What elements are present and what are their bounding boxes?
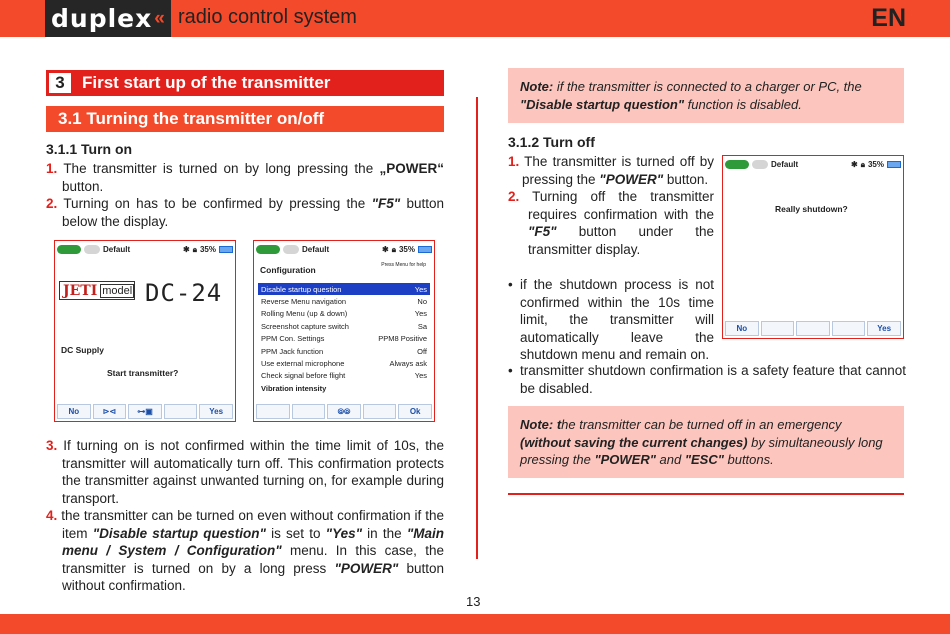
step-text: button below the display. xyxy=(62,196,444,229)
step-bold: "Disable startup question" xyxy=(92,525,266,541)
status-bar xyxy=(256,243,432,256)
section-number: 3 xyxy=(49,73,71,93)
servo-icon[interactable]: ⊶▣ xyxy=(128,404,162,419)
row-value: Yes xyxy=(414,371,427,381)
row-value: No xyxy=(417,297,427,307)
footer-bar xyxy=(0,614,950,634)
bullet-dot: • xyxy=(508,363,513,378)
status-bar xyxy=(725,158,901,171)
duplex-logo xyxy=(45,0,171,37)
step-bold: "Yes" xyxy=(325,525,362,541)
note-emergency xyxy=(508,406,904,478)
status-bar xyxy=(57,243,233,256)
logo-text: duplex xyxy=(51,4,153,33)
page-number: 13 xyxy=(466,594,481,609)
row-label: Screenshot capture switch xyxy=(261,321,349,331)
note-text: he transmitter can be turned off in an emergency xyxy=(561,417,842,432)
turn-off-step-2 xyxy=(508,188,714,258)
model-name: Default xyxy=(771,160,799,169)
trim-icon[interactable]: ⊳⊲ xyxy=(93,404,127,419)
empty-softkey[interactable] xyxy=(761,321,795,336)
lock-icon: 🔒︎ xyxy=(860,159,865,169)
turn-off-heading: 3.1.2 Turn off xyxy=(508,134,595,150)
note-bold: (without saving the current changes) xyxy=(520,434,748,450)
config-section-label: Vibration intensity xyxy=(261,383,327,393)
bullet-dot: • xyxy=(508,277,513,292)
row-value: Off xyxy=(417,346,427,356)
yes-softkey[interactable]: Yes xyxy=(867,321,901,336)
shutdown-question: Really shutdown? xyxy=(775,204,848,214)
empty-softkey[interactable] xyxy=(363,404,397,419)
row-label: PPM Jack function xyxy=(261,346,324,356)
header-subtitle: radio control system xyxy=(178,6,357,28)
model-name: Default xyxy=(103,245,131,254)
turn-on-step-2 xyxy=(46,195,444,230)
language-code: EN xyxy=(871,4,906,32)
startup-screen xyxy=(54,240,236,422)
note-text: function is disabled. xyxy=(684,96,802,112)
config-row[interactable] xyxy=(258,333,430,345)
configuration-screen xyxy=(253,240,435,422)
config-title: Configuration xyxy=(260,265,316,275)
section-title: First start up of the transmitter xyxy=(82,73,331,92)
note-text: and xyxy=(655,452,685,467)
step-bold: "POWER" xyxy=(599,171,664,187)
logo-chevron-icon: « xyxy=(154,8,165,29)
config-list xyxy=(258,283,430,395)
turn-off-bullet-2 xyxy=(508,362,906,397)
ok-softkey[interactable]: Ok xyxy=(398,404,432,419)
row-label: Rolling Menu (up & down) xyxy=(261,309,348,319)
note-text: by simultaneously long pressing the xyxy=(520,434,883,467)
turn-on-step-1 xyxy=(46,160,444,195)
row-label: Reverse Menu navigation xyxy=(261,297,347,307)
empty-softkey[interactable] xyxy=(796,321,830,336)
step-text: The transmitter is turned on by long pressing the xyxy=(63,161,380,176)
note-text: buttons. xyxy=(723,452,774,467)
config-row[interactable] xyxy=(258,370,430,382)
row-value: PPM8 Positive xyxy=(378,334,427,344)
step-text: Turning on has to be confirmed by pressing the xyxy=(63,196,372,211)
step-text: is set to xyxy=(265,525,326,541)
turn-on-step-3 xyxy=(46,437,444,507)
signal-icon xyxy=(57,245,81,254)
step-number: 4. xyxy=(46,508,58,523)
step-text: The transmitter is turned off by pressing the xyxy=(522,154,714,187)
vibration-icon[interactable]: ⦾⦾ xyxy=(327,404,361,419)
config-row[interactable] xyxy=(258,295,430,307)
note-bold: "ESC" xyxy=(684,452,724,467)
bluetooth-icon: ✱ xyxy=(851,160,858,169)
yes-softkey[interactable]: Yes xyxy=(199,404,233,419)
battery-icon xyxy=(219,246,233,253)
lock-icon: 🔒︎ xyxy=(391,244,396,254)
section-header xyxy=(46,70,444,96)
subsection-header: 3.1 Turning the transmitter on/off xyxy=(46,106,444,132)
no-softkey[interactable]: No xyxy=(725,321,759,336)
empty-softkey[interactable] xyxy=(292,404,326,419)
config-row[interactable] xyxy=(258,320,430,332)
battery-icon xyxy=(887,161,901,168)
help-hint: Press Menu for help xyxy=(381,262,426,268)
signal-icon xyxy=(256,245,280,254)
telemetry-icon xyxy=(84,245,100,254)
note-charger xyxy=(508,68,904,123)
device-name: DC-24 xyxy=(145,279,223,307)
step-text: in the xyxy=(362,525,407,541)
empty-softkey[interactable] xyxy=(832,321,866,336)
config-row[interactable] xyxy=(258,345,430,357)
row-value: Yes xyxy=(414,309,427,319)
step-number: 1. xyxy=(46,161,58,176)
step-number: 3. xyxy=(46,438,58,453)
note-label: Note: xyxy=(520,79,554,94)
step-text: button. xyxy=(62,178,104,194)
softkey-bar xyxy=(725,321,901,336)
step-number: 2. xyxy=(46,196,58,211)
turn-on-step-4 xyxy=(46,507,444,595)
note-label: Note: t xyxy=(520,417,562,432)
column-divider xyxy=(476,97,478,559)
row-value: Sa xyxy=(417,321,427,331)
telemetry-icon xyxy=(752,160,768,169)
battery-percent: 35% xyxy=(398,245,415,254)
no-softkey[interactable]: No xyxy=(57,404,91,419)
shutdown-screen xyxy=(722,155,904,339)
bluetooth-icon: ✱ xyxy=(183,245,190,254)
brand-name: JETI xyxy=(63,282,98,299)
step-text: menu. In this case, the transmitter is turned on by a long press xyxy=(62,543,445,576)
jeti-logo xyxy=(59,281,135,300)
turn-off-bullet-1 xyxy=(508,276,714,364)
row-label: Disable startup question xyxy=(261,284,342,294)
bottom-rule xyxy=(508,493,904,495)
model-name: Default xyxy=(302,245,330,254)
step-text: Turning off the transmitter requires confirmation with the xyxy=(528,189,714,222)
step-bold: „POWER“ xyxy=(379,161,444,176)
config-row-disable-startup[interactable] xyxy=(258,283,430,295)
step-text: button without confirmation. xyxy=(62,560,444,593)
battery-percent: 35% xyxy=(867,160,884,169)
config-row[interactable] xyxy=(258,357,430,369)
note-bold: "POWER" xyxy=(594,452,656,467)
startup-question: Start transmitter? xyxy=(107,368,179,378)
row-label: Check signal before flight xyxy=(261,371,346,381)
turn-on-heading: 3.1.1 Turn on xyxy=(46,141,133,157)
bullet-text: transmitter shutdown confirmation is a safety feature that cannot be disabled. xyxy=(520,363,906,396)
turn-off-step-1 xyxy=(508,153,714,188)
step-text: If turning on is not confirmed within the time limit of 10s, the transmitter will automatically turn off. This confirmation protects the transmitter against unwanted turning on, for example during transport. xyxy=(62,438,444,506)
battery-icon xyxy=(418,246,432,253)
telemetry-icon xyxy=(283,245,299,254)
row-label: Use external microphone xyxy=(261,359,345,369)
note-bold: "Disable startup question" xyxy=(520,96,685,112)
lock-icon: 🔒︎ xyxy=(192,244,197,254)
step-text: the transmitter can be turned on even without confirmation if the item xyxy=(61,508,444,541)
row-value: Always ask xyxy=(389,359,427,369)
note-text: if the transmitter is connected to a charger or PC, the xyxy=(553,79,862,94)
step-bold: "F5" xyxy=(528,224,557,239)
step-bold: "F5" xyxy=(371,196,401,211)
step-text: button. xyxy=(663,171,709,187)
bullet-text: if the shutdown process is not confirmed within the 10s time limit, the transmitter will automatically leave the shutdown menu and remain on. xyxy=(520,277,714,362)
softkey-bar xyxy=(57,404,233,419)
bluetooth-icon: ✱ xyxy=(382,245,389,254)
step-text: button under the transmitter display. xyxy=(528,224,714,257)
step-number: 2. xyxy=(508,189,520,204)
config-row[interactable] xyxy=(258,308,430,320)
softkey-bar xyxy=(256,404,432,419)
row-value: Yes xyxy=(414,284,427,294)
step-bold: "Main menu / System / Configuration" xyxy=(62,525,444,558)
brand-sub: model xyxy=(102,284,133,297)
step-bold: "POWER" xyxy=(334,560,399,576)
battery-percent: 35% xyxy=(199,245,216,254)
supply-label: DC Supply xyxy=(61,345,104,355)
step-number: 1. xyxy=(508,154,520,169)
empty-softkey[interactable] xyxy=(164,404,198,419)
empty-softkey[interactable] xyxy=(256,404,290,419)
signal-icon xyxy=(725,160,749,169)
row-label: PPM Con. Settings xyxy=(261,334,325,344)
